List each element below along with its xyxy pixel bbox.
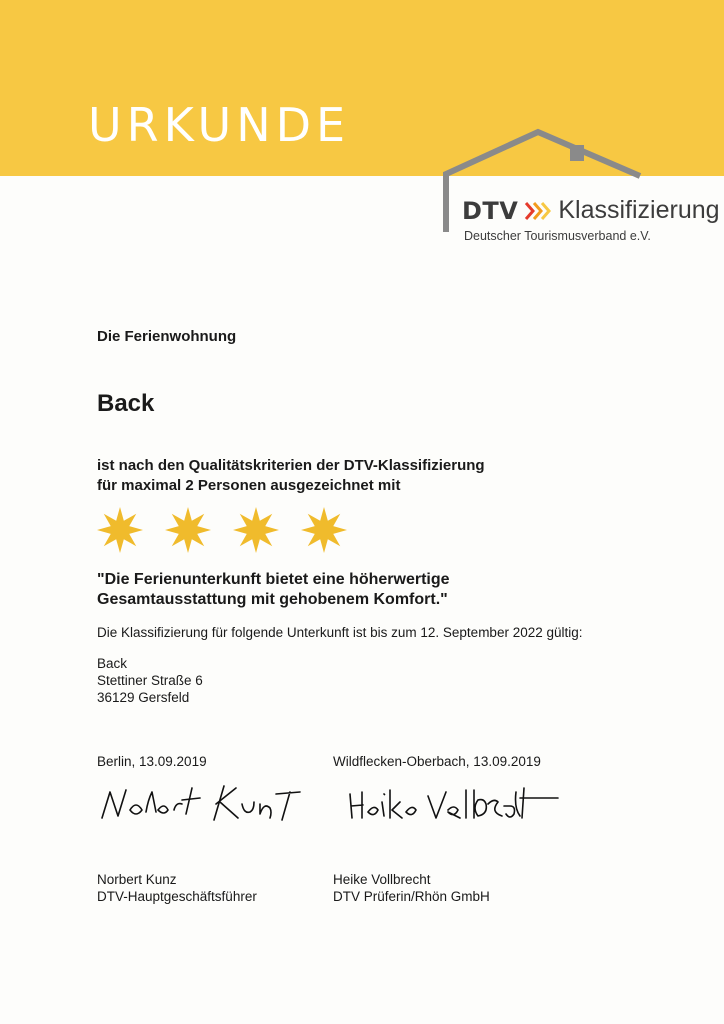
star-icon bbox=[96, 506, 144, 554]
logo-abbreviation: DTV bbox=[462, 196, 519, 225]
criteria-line: ist nach den Qualitätskriterien der DTV-Klassifizierung bbox=[97, 457, 485, 474]
criteria-text bbox=[97, 456, 485, 496]
quote-line: Gesamtausstattung mit gehobenem Komfort." bbox=[97, 591, 448, 608]
star-icon bbox=[300, 506, 348, 554]
accommodation-type: Die Ferienwohnung bbox=[97, 328, 237, 345]
certificate-title: URKUNDE bbox=[88, 98, 351, 152]
address-street: Stettiner Straße 6 bbox=[97, 673, 203, 688]
logo-subtitle: Deutscher Tourismusverband e.V. bbox=[464, 229, 651, 243]
address-block bbox=[97, 655, 203, 706]
quote-line: "Die Ferienunterkunft bietet eine höherwertige bbox=[97, 571, 450, 588]
validity-text: Die Klassifizierung für folgende Unterkunft ist bis zum 12. September 2022 gültig: bbox=[97, 625, 583, 640]
signer-name: Heike Vollbrecht bbox=[333, 872, 431, 887]
dtv-logo bbox=[462, 196, 720, 243]
star-icon bbox=[164, 506, 212, 554]
signature-right bbox=[344, 784, 564, 828]
criteria-line: für maximal 2 Personen ausgezeichnet mit bbox=[97, 477, 401, 494]
signer-left bbox=[97, 871, 257, 905]
signer-role: DTV-Hauptgeschäftsführer bbox=[97, 889, 257, 904]
signer-role: DTV Prüferin/Rhön GmbH bbox=[333, 889, 490, 904]
place-date-left: Berlin, 13.09.2019 bbox=[97, 754, 207, 769]
rating-quote bbox=[97, 570, 450, 610]
chevrons-icon bbox=[524, 200, 554, 222]
star-rating bbox=[96, 506, 348, 554]
signer-name: Norbert Kunz bbox=[97, 872, 177, 887]
logo-word: Klassifizierung bbox=[558, 196, 720, 224]
address-city: 36129 Gersfeld bbox=[97, 690, 190, 705]
signer-right bbox=[333, 871, 490, 905]
place-date-right: Wildflecken-Oberbach, 13.09.2019 bbox=[333, 754, 541, 769]
accommodation-name: Back bbox=[97, 390, 155, 417]
signature-left bbox=[96, 780, 306, 830]
star-icon bbox=[232, 506, 280, 554]
header-banner bbox=[0, 0, 724, 176]
address-name: Back bbox=[97, 656, 128, 671]
